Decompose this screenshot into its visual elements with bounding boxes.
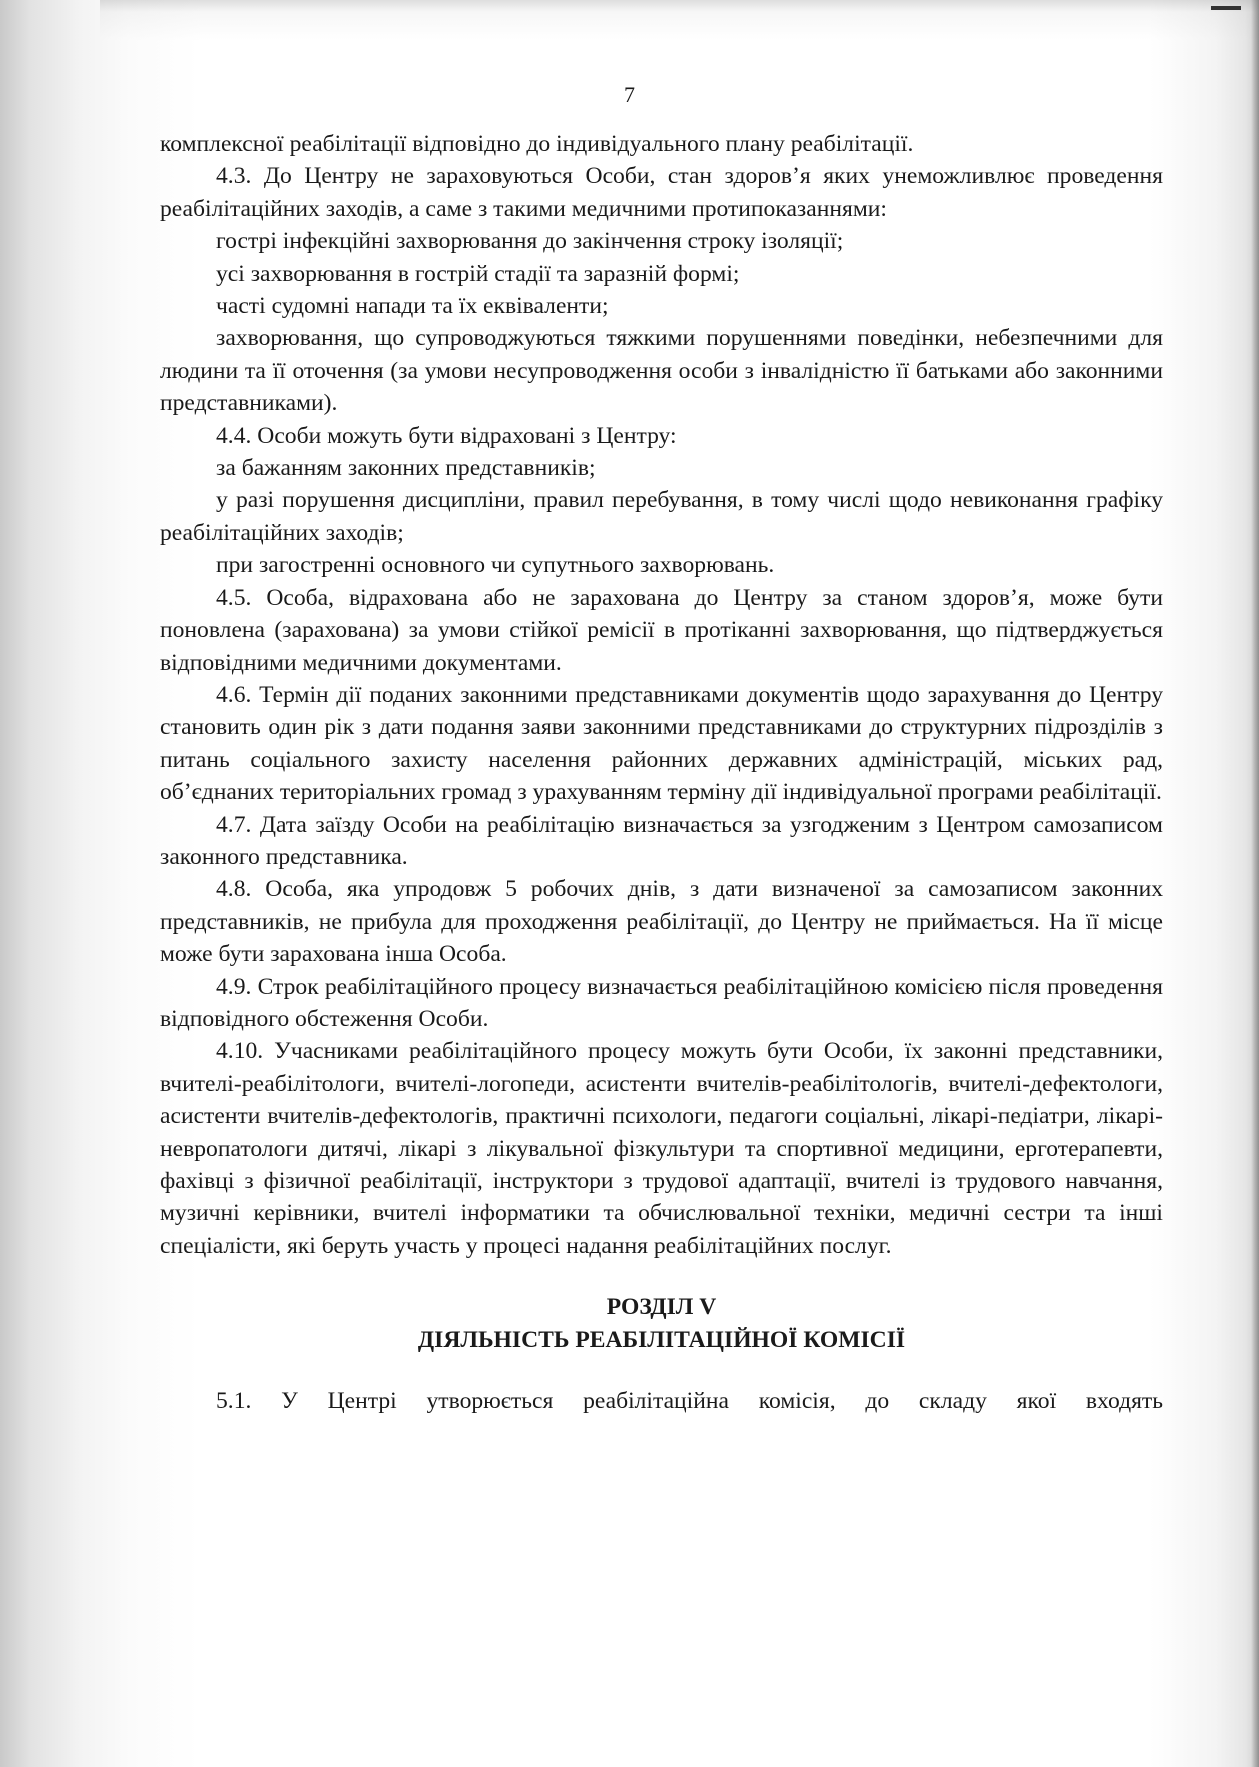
paragraph-4-8: 4.8. Особа, яка упродовж 5 робочих днів, з дати визначеної за самозаписом законних представників, не прибула для проходження реабілітації, до Центру не приймається. На її місце може бути зарахована інша Особа. — [160, 876, 1163, 968]
paragraph-4-6: 4.6. Термін дії поданих законними представниками документів щодо зарахування до Центру становить один рік з дати подання заяви законними представниками до структурних підрозділів з питань соціального захисту населення районних державних адміністрацій, міських рад, об’єднаних територіальних громад з урахуванням терміну дії індивідуальної програми реабілітації. — [160, 681, 1163, 806]
contraindication-item: усі захворювання в гострій стадії та заразній формі; — [216, 260, 740, 287]
contraindication-item: часті судомні напади та їх еквіваленти; — [216, 293, 609, 320]
expulsion-reason-item: при загостренні основного чи супутнього захворювань. — [216, 552, 775, 579]
expulsion-reason-item: у разі порушення дисципліни, правил перебування, в тому числі щодо невиконання графіку реабілітаційних заходів; — [160, 487, 1163, 546]
document-body — [160, 128, 1163, 1418]
scan-corner-mark — [1211, 6, 1241, 10]
paragraph-4-4: 4.4. Особи можуть бути відраховані з Центру: — [216, 422, 677, 449]
paragraph-5-1: 5.1. У Центрі утворюється реабілітаційна комісія, до складу якої входять — [216, 1388, 1163, 1415]
page-number: 7 — [624, 82, 635, 107]
paragraph-4-10: 4.10. Учасниками реабілітаційного процесу можуть бути Особи, їх законні представники, вчителі-реабілітологи, вчителі-логопеди, асистенти вчителів-реабілітологів, вчителі-дефектологи, асистенти вчителів-дефектологів, практичні психологи, педагоги соціальні, лікарі-педіатри, лікарі-невропатологи дитячі, лікарі з лікувальної фізкультури та спортивної медицини, ерготерапевти, фахівці з фізичної реабілітації, інструктори з трудової адаптації, вчителі із трудового навчання, музичні керівники, вчителі інформатики та обчислювальної техніки, медичні сестри та інші спеціалісти, які беруть участь у процесі надання реабілітаційних послуг. — [160, 1038, 1163, 1259]
contraindication-item: захворювання, що супроводжуються тяжкими порушеннями поведінки, небезпечними для людини та її оточення (за умови несупроводження особи з інвалідністю її батьками або законними представниками). — [160, 325, 1163, 417]
paragraph: комплексної реабілітації відповідно до індивідуального плану реабілітації. — [160, 131, 914, 157]
paragraph-4-7: 4.7. Дата заїзду Особи на реабілітацію визначається за узгодженим з Центром самозаписом законного представника. — [160, 811, 1163, 870]
paragraph-4-3: 4.3. До Центру не зараховуються Особи, стан здоров’я яких унеможливлює проведення реабілітаційних заходів, а саме з такими медичними протипоказаннями: — [160, 163, 1163, 222]
expulsion-reason-item: за бажанням законних представників; — [216, 455, 596, 482]
scan-right-edge — [1251, 0, 1259, 1767]
paragraph-4-9: 4.9. Строк реабілітаційного процесу визначається реабілітаційною комісією після проведення відповідного обстеження Особи. — [160, 973, 1163, 1032]
section-heading: РОЗДІЛ V — [606, 1294, 717, 1321]
scan-top-shadow — [100, 0, 1259, 40]
section-title: ДІЯЛЬНІСТЬ РЕАБІЛІТАЦІЙНОЇ КОМІСІЇ — [417, 1327, 906, 1354]
paragraph-4-5: 4.5. Особа, відрахована або не зарахована до Центру за станом здоров’я, може бути поновлена (зарахована) за умови стійкої ремісії в протіканні захворювання, що підтверджується відповідними медичними документами. — [160, 584, 1163, 676]
contraindication-item: гострі інфекційні захворювання до закінчення строку ізоляції; — [216, 228, 844, 255]
